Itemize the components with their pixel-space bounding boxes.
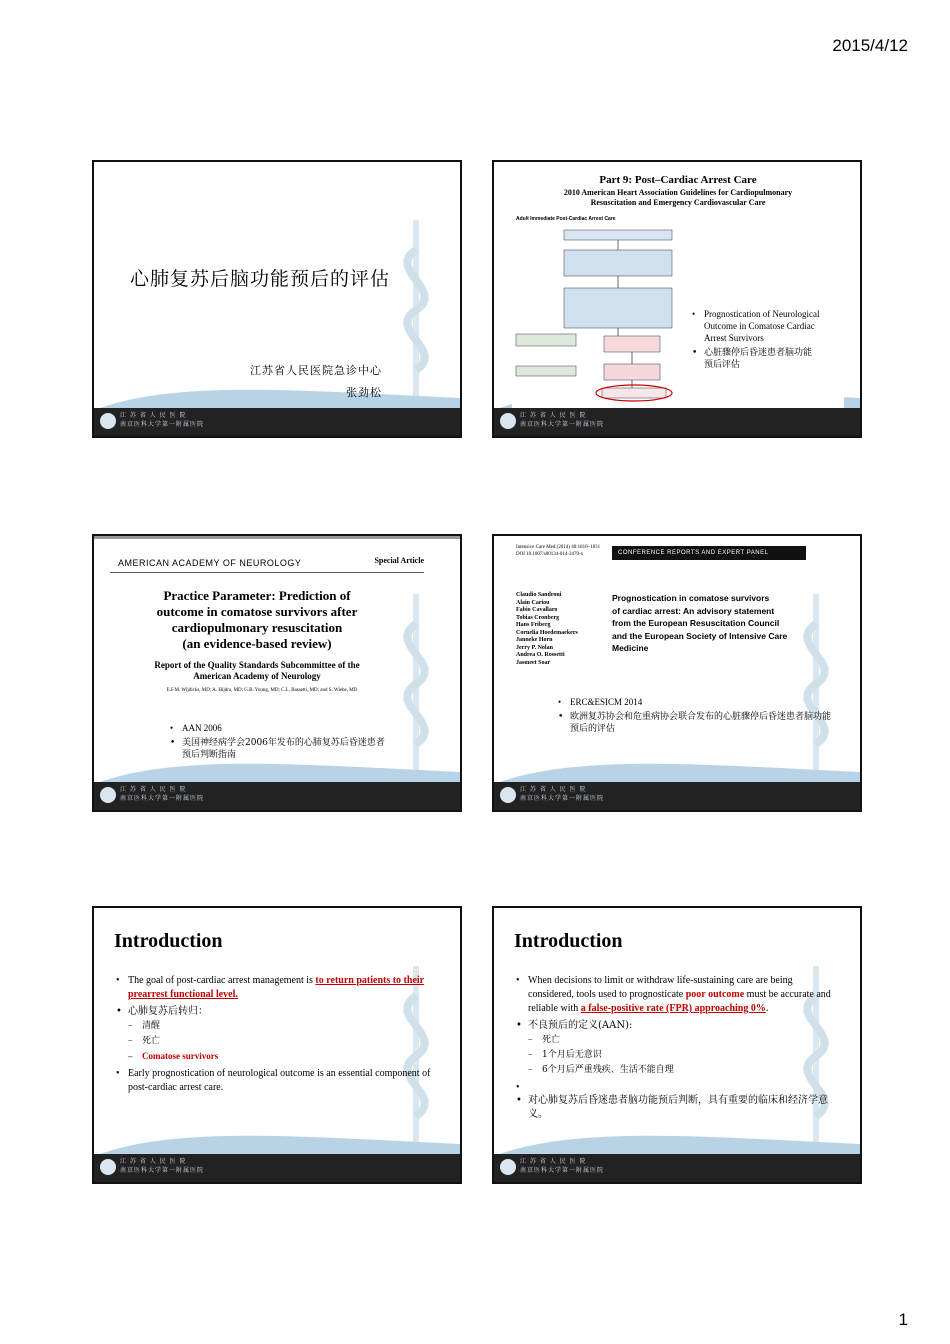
slide-title: 心肺复苏后脑功能预后的评估 <box>130 268 391 290</box>
slide-1 <box>92 160 462 438</box>
journal-citation: Intensive Care Med (2014) 40:1816–1831 DOI 10.1007/s00134-014-3470-x <box>516 545 601 557</box>
page-number: 1 <box>898 1310 908 1329</box>
paper-title: Part 9: Post–Cardiac Arrest Care <box>599 174 757 186</box>
header-date: 2015/4/12 <box>832 36 908 55</box>
slide-title: Introduction <box>514 930 623 952</box>
bullet-item: • 心脏骤停后昏迷患者脑功能预后评估 <box>690 347 820 371</box>
slide-5 <box>92 906 462 1184</box>
slide-bullets <box>556 696 836 738</box>
header-bar <box>94 536 460 539</box>
bullet-item: • 不良预后的定义(AAN): – 死亡 – 1个月后无意识 – 6个月后严重残疾、生活不能自理 <box>514 1019 834 1078</box>
aan-logo: AMERICAN ACADEMY OF NEUROLOGY <box>118 558 302 568</box>
slide-body <box>114 974 434 1098</box>
paper-title: Prognostication in comatose survivors of cardiac arrest: An advisory statement from the European Resuscitation Council and the European Society of Intensive Care Medicine <box>612 593 788 653</box>
footer-wave <box>494 1126 860 1156</box>
bullet-item: • The goal of post-cardiac arrest management is to return patients to their prearrest functional level. <box>114 974 434 1002</box>
bullet-item: • 欧洲复苏协会和危重病协会联合发布的心脏骤停后昏迷患者脑功能预后的评估 <box>556 711 836 735</box>
slide-footer: 江 苏 省 人 民 医 院 南京医科大学第一附属医院 <box>494 1154 860 1182</box>
slide-footer: 江 苏 省 人 民 医 院 南京医科大学第一附属医院 <box>494 408 860 436</box>
algorithm-label: Adult Immediate Post-Cardiac Arrest Care <box>516 216 616 222</box>
bullet-item: • 心肺复苏后转归： – 清醒 – 死亡 – Comatose survivors <box>114 1005 434 1064</box>
slide-body <box>514 974 834 1125</box>
bullet-item: • Early prognostication of neurological outcome is an essential component of post-cardiac arrest care. <box>114 1067 434 1095</box>
organization: 江苏省人民医院急诊中心 <box>250 364 382 377</box>
report-line: Report of the Quality Standards Subcommittee of the American Academy of Neurology <box>154 660 360 681</box>
bullet-item: • Prognostication of Neurological Outcome in Comatose Cardiac Arrest Survivors <box>690 308 820 344</box>
hospital-logo-icon <box>100 1159 116 1175</box>
hospital-logo-icon <box>500 1159 516 1175</box>
slide-2 <box>492 160 862 438</box>
slide-4 <box>492 534 862 812</box>
slide-footer: 江 苏 省 人 民 医 院 南京医科大学第一附属医院 <box>94 408 460 436</box>
paper-subtitle: 2010 American Heart Association Guidelines for Cardiopulmonary Resuscitation and Emergency Cardiovascular Care <box>563 188 793 207</box>
bullet-item: • ERC&ESICM 2014 <box>556 696 836 708</box>
hospital-logo-icon <box>100 787 116 803</box>
hospital-logo-icon <box>500 413 516 429</box>
author: 张劲松 <box>346 386 382 399</box>
slide-footer: 江 苏 省 人 民 医 院 南京医科大学第一附属医院 <box>94 782 460 810</box>
slide-bullets <box>168 722 388 764</box>
hospital-logo-icon <box>100 413 116 429</box>
special-article-label: Special Article <box>374 556 424 565</box>
paper-title: Practice Parameter: Prediction of outcome in comatose survivors after cardiopulmonary resuscitation (an evidence-based review) <box>156 588 358 651</box>
slide-3 <box>92 534 462 812</box>
aha-guideline-figure <box>512 170 844 410</box>
footer-wave <box>94 380 460 410</box>
footer-wave <box>94 1126 460 1156</box>
bullet-item: • When decisions to limit or withdraw life-sustaining care are being considered, tools used to prognosticate poor outcome must be accurate and reliable with a false-positive rate (FPR) approaching 0%. <box>514 974 834 1016</box>
conference-banner: CONFERENCE REPORTS AND EXPERT PANEL <box>612 546 806 560</box>
paper-authors: E.F.M. Wijdicks, MD; A. Hijdra, MD; G.B. Young, MD; C.L. Bassetti, MD; and S. Wiebe, MD <box>166 688 358 693</box>
algorithm-flowchart <box>512 224 702 414</box>
bullet-item: • AAN 2006 <box>168 722 388 734</box>
bullet-item: • 对心肺复苏后昏迷患者脑功能预后判断，具有重要的临床和经济学意义。 <box>514 1094 834 1122</box>
slide-bullets <box>690 308 820 374</box>
slide-footer: 江 苏 省 人 民 医 院 南京医科大学第一附属医院 <box>94 1154 460 1182</box>
bullet-item: • 美国神经病学会2006年发布的心肺复苏后昏迷患者预后判断指南 <box>168 737 388 761</box>
footer-wave <box>494 754 860 784</box>
paper-authors: Claudio Sandroni Alain Cariou Fabio Cavallaro Tobias Cronberg Hans Friberg Cornelia Hoedemaekers Janneke Horn Jerry P. Nolan Andrea O. Rossetti Jasmeet Soar <box>516 592 578 666</box>
slide-title: Introduction <box>114 930 223 952</box>
slide-6 <box>492 906 862 1184</box>
slide-footer: 江 苏 省 人 民 医 院 南京医科大学第一附属医院 <box>494 782 860 810</box>
divider <box>110 572 424 573</box>
hospital-logo-icon <box>500 787 516 803</box>
